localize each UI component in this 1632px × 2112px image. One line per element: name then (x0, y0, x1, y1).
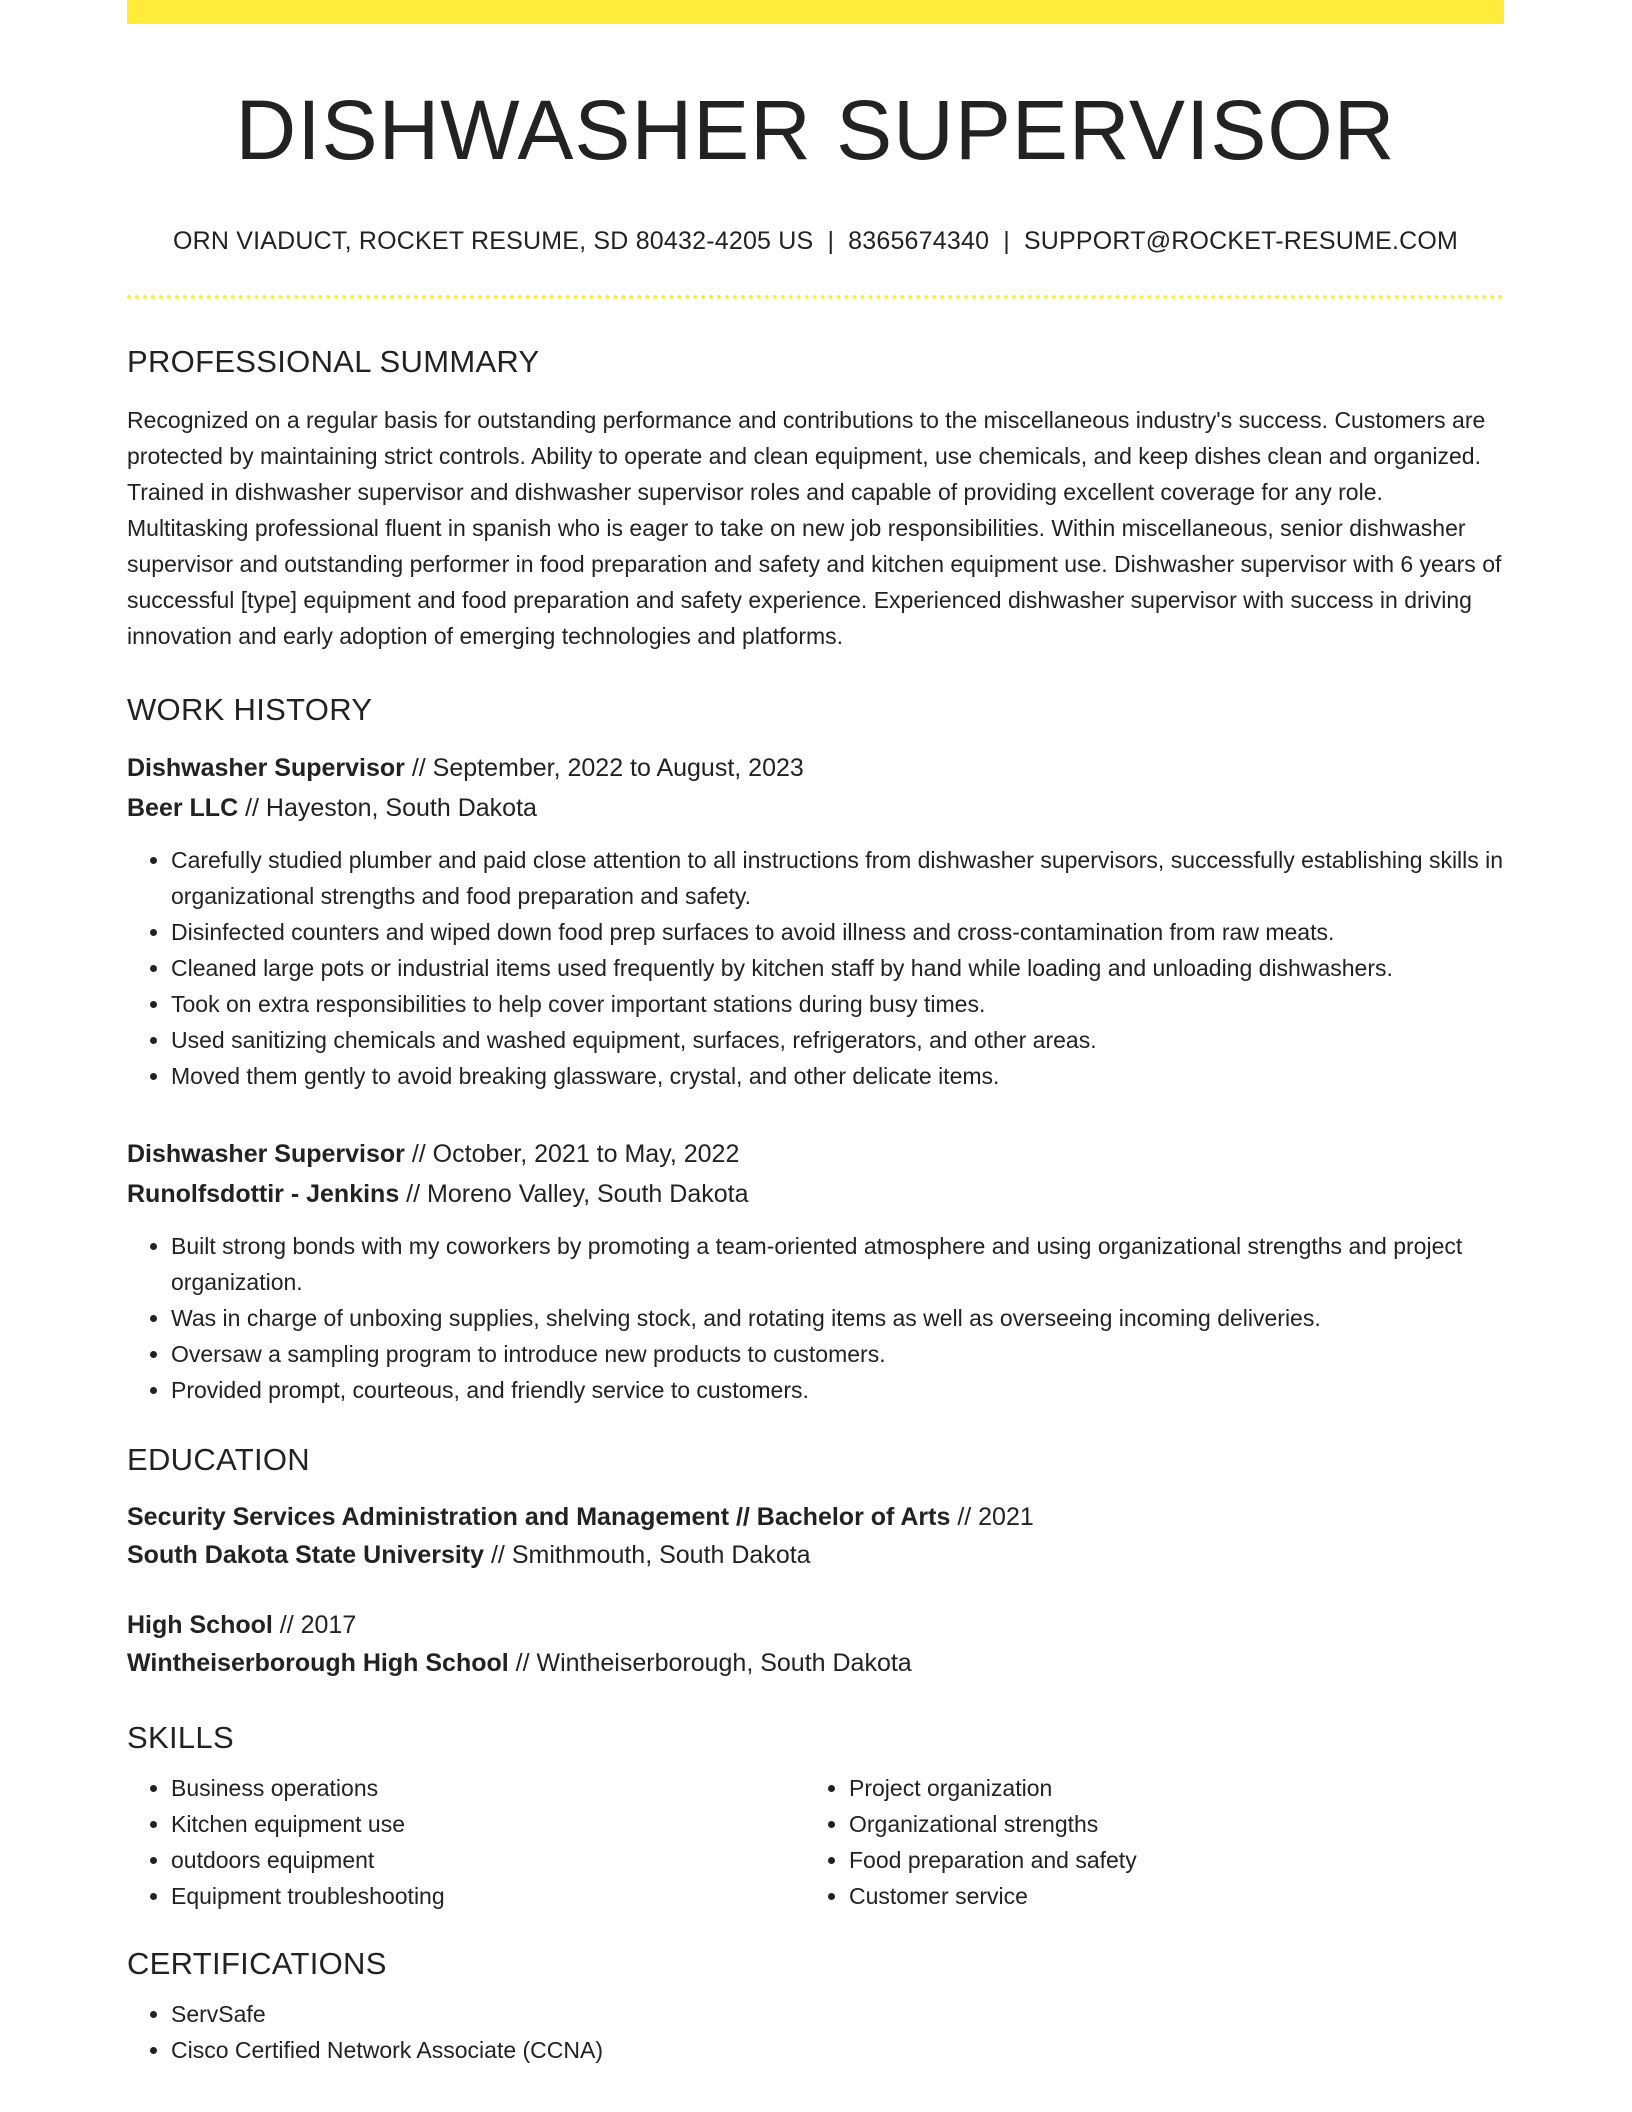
contact-line (127, 227, 1504, 256)
list-item: • Cisco Certified Network Associate (CCNA) (171, 2032, 1504, 2068)
skills-column-left (127, 1770, 805, 1914)
job-location: // Moreno Valley, South Dakota (399, 1179, 749, 1208)
education-school-line (127, 1644, 1504, 1682)
list-item: • Provided prompt, courteous, and friendly service to customers. (171, 1372, 1504, 1408)
summary-text: Recognized on a regular basis for outstanding performance and contributions to the miscellaneous industry's success. Customers are protected by maintaining strict controls. Ability to operate and clean equipment, use chemicals, and keep dishes clean and organized. Trained in dishwasher supervisor and dishwasher supervisor roles and capable of providing excellent coverage for any role. Multitasking professional fluent in spanish who is eager to take on new job responsibilities. Within miscellaneous, senior dishwasher supervisor and outstanding performer in food preparation and safety and kitchen equipment use. Dishwasher supervisor with 6 years of successful [type] equipment and food preparation and safety experience. Experienced dishwasher supervisor with success in driving innovation and early adoption of emerging technologies and platforms. (127, 406, 1502, 649)
list-item: • outdoors equipment (171, 1842, 805, 1878)
skills-heading: SKILLS (127, 1719, 234, 1755)
education-degree-line (127, 1498, 1504, 1536)
list-item: • Oversaw a sampling program to introduce new products to customers. (171, 1336, 1504, 1372)
education-year: // 2021 (950, 1502, 1034, 1531)
list-item: • Carefully studied plumber and paid close attention to all instructions from dishwasher supervisors, successfully establishing skills in organizational strengths and food preparation and safety. (171, 842, 1504, 914)
education-school: South Dakota State University (127, 1540, 485, 1569)
job-title-line (127, 748, 1504, 788)
job-company-line (127, 1174, 1504, 1214)
list-item: • ServSafe (171, 1996, 1504, 2032)
list-item: • Project organization (849, 1770, 1483, 1806)
skills-column-right (805, 1770, 1483, 1914)
job-company: Runolfsdottir - Jenkins (127, 1179, 400, 1208)
job-location: // Hayeston, South Dakota (238, 793, 537, 822)
job-dates: // September, 2022 to August, 2023 (404, 753, 804, 782)
top-accent-bar (127, 0, 1504, 24)
list-item: • Customer service (849, 1878, 1483, 1914)
education-degree: High School (127, 1610, 273, 1639)
job-bullets (127, 1228, 1504, 1408)
list-item: • Organizational strengths (849, 1806, 1483, 1842)
skills-columns (127, 1770, 1504, 1914)
list-item: • Disinfected counters and wiped down food prep surfaces to avoid illness and cross-contamination from raw meats. (171, 914, 1504, 950)
education-location: // Wintheiserborough, South Dakota (508, 1648, 912, 1677)
contact-phone: 8365674340 (848, 226, 990, 255)
list-item: • Moved them gently to avoid breaking glassware, crystal, and other delicate items. (171, 1058, 1504, 1094)
education-school: Wintheiserborough High School (127, 1648, 509, 1677)
list-item: • Cleaned large pots or industrial items used frequently by kitchen staff by hand while loading and unloading dishwashers. (171, 950, 1504, 986)
contact-address: ORN VIADUCT, ROCKET RESUME, SD 80432-4205 US (172, 226, 814, 255)
summary-heading: PROFESSIONAL SUMMARY (127, 343, 540, 379)
job-bullets (127, 842, 1504, 1094)
certifications-list (127, 1996, 1504, 2068)
list-item: • Built strong bonds with my coworkers by promoting a team-oriented atmosphere and using organizational strengths and project organization. (171, 1228, 1504, 1300)
list-item: • Kitchen equipment use (171, 1806, 805, 1842)
job-dates: // October, 2021 to May, 2022 (404, 1139, 740, 1168)
education-degree-line (127, 1606, 1504, 1644)
dotted-divider (127, 295, 1504, 299)
job-role: Dishwasher Supervisor (127, 753, 405, 782)
job-entry (127, 748, 1504, 1094)
education-degree: Security Services Administration and Management // Bachelor of Arts (127, 1502, 951, 1531)
job-company: Beer LLC (127, 793, 239, 822)
resume-page (127, 0, 1504, 2068)
contact-separator: | (827, 226, 835, 255)
list-item: • Business operations (171, 1770, 805, 1806)
job-role: Dishwasher Supervisor (127, 1139, 405, 1168)
certifications-heading: CERTIFICATIONS (127, 1945, 387, 1981)
job-title-line (127, 1134, 1504, 1174)
education-year: // 2017 (272, 1610, 357, 1639)
contact-email: SUPPORT@ROCKET-RESUME.COM (1023, 226, 1459, 255)
education-location: // Smithmouth, South Dakota (484, 1540, 811, 1569)
work-history-heading: WORK HISTORY (127, 691, 373, 727)
contact-separator: | (1003, 226, 1010, 255)
list-item: • Was in charge of unboxing supplies, shelving stock, and rotating items as well as overseeing incoming deliveries. (171, 1300, 1504, 1336)
skills-list (805, 1770, 1483, 1914)
job-entry (127, 1134, 1504, 1408)
job-company-line (127, 788, 1504, 828)
resume-name: DISHWASHER SUPERVISOR (235, 83, 1396, 177)
education-entry (127, 1606, 1504, 1682)
education-school-line (127, 1536, 1504, 1574)
education-heading: EDUCATION (127, 1441, 310, 1477)
list-item: • Equipment troubleshooting (171, 1878, 805, 1914)
education-entry (127, 1498, 1504, 1574)
skills-list (127, 1770, 805, 1914)
list-item: • Took on extra responsibilities to help cover important stations during busy times. (171, 986, 1504, 1022)
list-item: • Used sanitizing chemicals and washed equipment, surfaces, refrigerators, and other areas. (171, 1022, 1504, 1058)
list-item: • Food preparation and safety (849, 1842, 1483, 1878)
